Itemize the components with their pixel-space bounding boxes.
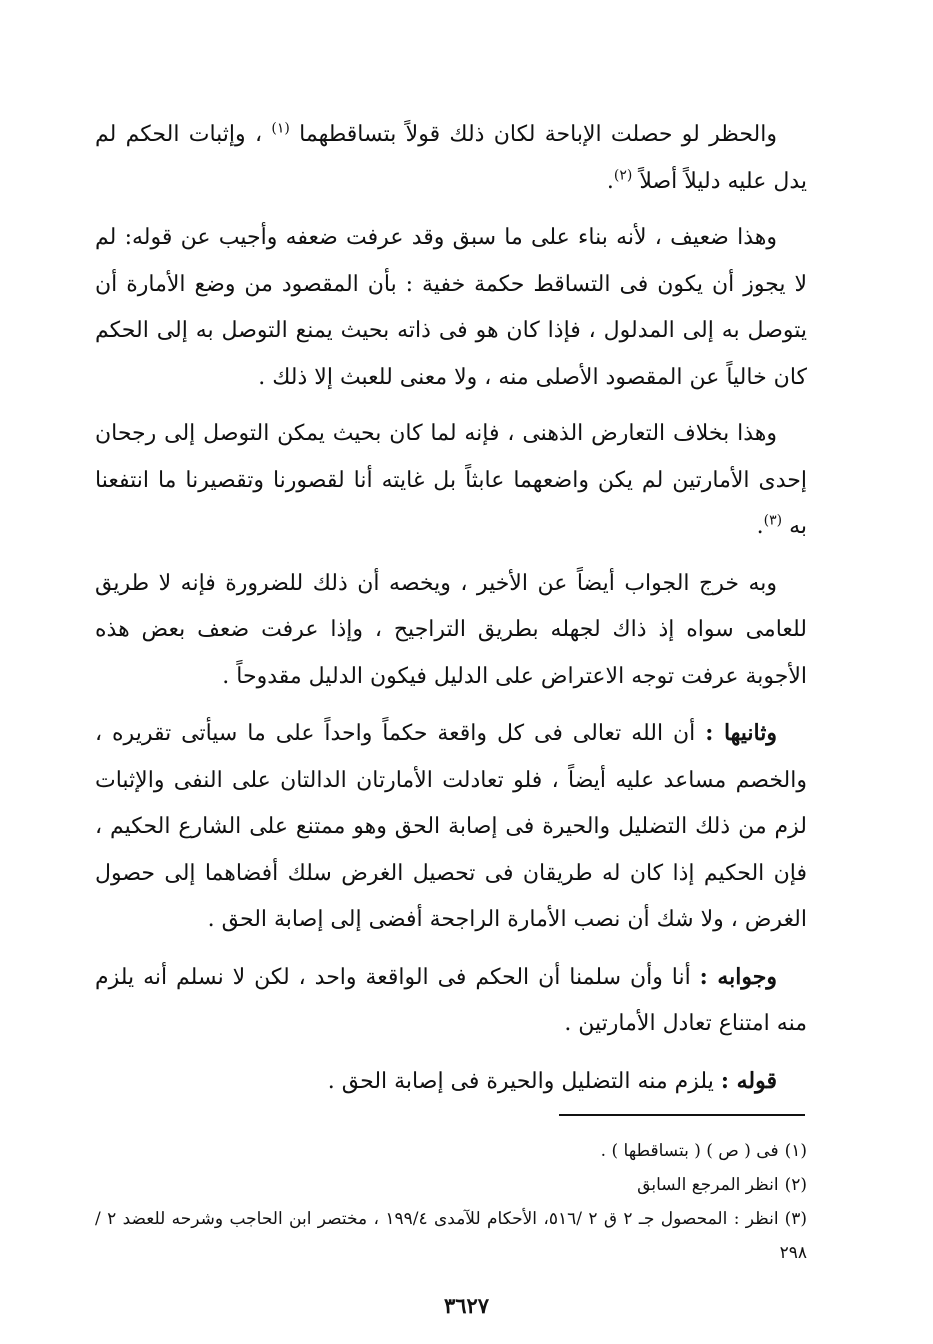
footnote-ref-3: (٣) [763, 512, 783, 529]
paragraph-6 [95, 954, 807, 1048]
paragraph-7 [95, 1058, 807, 1106]
footnote-1-text: فى ( ص ) ( بتساقطها ) . [600, 1141, 779, 1161]
paragraph-5-text: أن الله تعالى فى كل واقعة حكماً واحداً على ما سيأتى تقريره ، والخصم مساعد عليه أيضاً ، فلو تعادلت الأمارتان الدالتان على النفى والإثبات لزم من ذلك التضليل والحيرة فى إصابة الحق وهو ممتنع على الشارع الحكيم ، فإن الحكيم إذا كان له طريقان فى تحصيل الغرض سلك أفضاهما إلى حصول الغرض ، ولا شك أن نصب الأمارة الراجحة أفضى إلى إصابة الحق . [95, 721, 808, 932]
footnote-ref-1: (١) [271, 120, 290, 137]
paragraph-1-text-b: ، وإثبات الحكم لم يدل عليه دليلاً أصلاً [95, 122, 807, 194]
paragraph-5-lead: وثانيها : [705, 720, 778, 746]
footnote-3 [95, 1202, 807, 1270]
paragraph-3-text-b: . [756, 514, 764, 539]
paragraph-7-lead: قوله : [720, 1067, 777, 1094]
paragraph-3-text-a: وهذا بخلاف التعارض الذهنى ، فإنه لما كان بحيث يمكن التوصل إلى رجحان إحدى الأمارتين لم يكن واضعهما عابثاً بل غايته أنا لقصورنا وتقصيرنا ما انتفعنا به [95, 421, 807, 539]
paragraph-4: وبه خرج الجواب أيضاً عن الأخير ، ويخصه أن ذلك للضرورة فإنه لا طريق للعامى سواه إذ ذاك لجهله بطريق التراجيح ، وإذا عرفت ضعف بعض هذه الأجوبة عرفت توجه الاعتراض على الدليل فيكون الدليل مقدوحاً . [95, 570, 807, 689]
footnote-2-number: (٢) [784, 1175, 807, 1195]
footnote-1 [95, 1134, 807, 1168]
paragraph-1-text-c: . [606, 168, 614, 194]
footnote-3-text: انظر : المحصول جـ ٢ ق ٢ /٥١٦، الأحكام للآمدى ١٩٩/٤ ، مختصر ابن الحاجب وشرحه للعضد ٢ / ٢٩٨ [95, 1209, 807, 1263]
paragraph-6-text: أنا وأن سلمنا أن الحكم فى الواقعة واحد ، لكن لا نسلم أنه يلزم منه امتناع تعادل الأمارتين . [95, 964, 807, 1036]
footnote-3-number: (٣) [784, 1209, 807, 1229]
page-number: ٣٦٢٧ [443, 1293, 490, 1318]
footnote-2-text: انظر المرجع السابق [637, 1175, 779, 1195]
main-text [95, 112, 807, 1105]
footnote-ref-2: (٢) [613, 167, 633, 184]
footnotes [95, 1134, 807, 1270]
paragraph-1-text-a: والحظر لو حصلت الإباحة لكان ذلك قولاً بتساقطهما [299, 122, 777, 147]
paragraph-3 [95, 411, 807, 551]
paragraph-2: وهذا ضعيف ، لأنه بناء على ما سبق وقد عرفت ضعفه وأجيب عن قوله: لم لا يجوز أن يكون فى التساقط حكمة خفية : بأن المقصود من وضع الأمارة أن يتوصل به إلى المدلول ، فإذا كان هو فى ذاته بحيث يمنع التوصل به إلى الحكم كان خالياً عن المقصود الأصلى منه ، ولا معنى للعبث إلا ذلك . [95, 225, 807, 390]
paragraph-5 [95, 710, 807, 944]
footnote-separator [559, 1114, 805, 1116]
paragraph-7-text: يلزم منه التضليل والحيرة فى إصابة الحق . [327, 1068, 714, 1094]
footnote-2 [95, 1168, 807, 1202]
paragraph-1 [95, 112, 807, 205]
footnote-1-number: (١) [784, 1141, 807, 1161]
paragraph-6-lead: وجوابه : [699, 963, 777, 990]
